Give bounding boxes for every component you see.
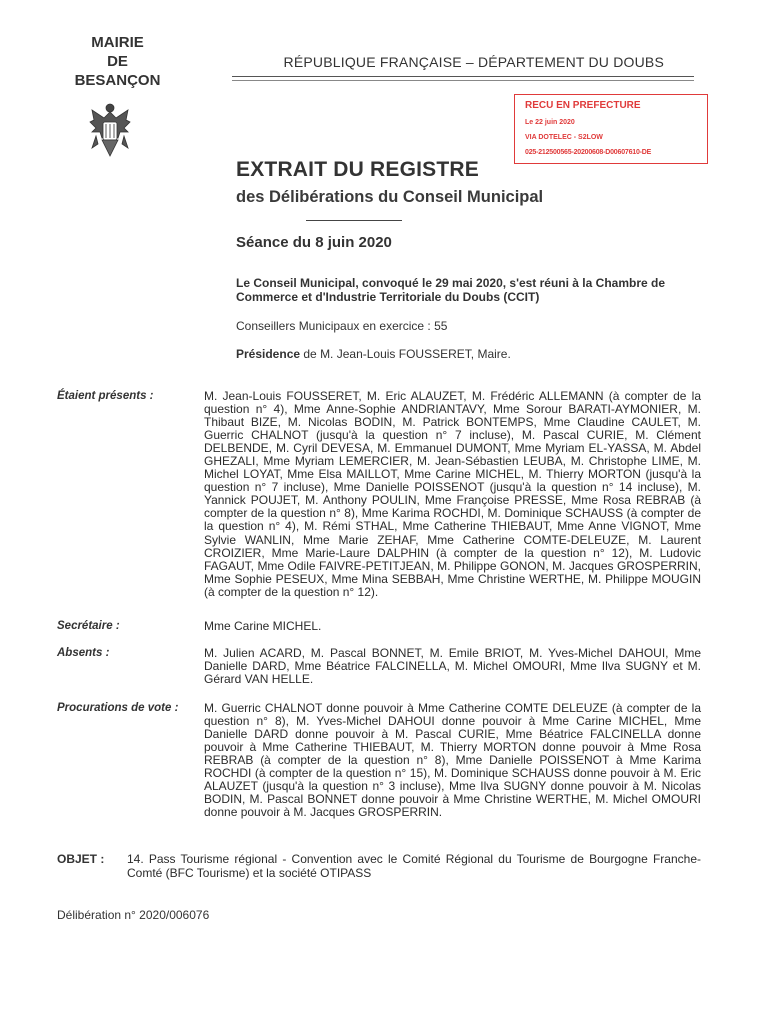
header-divider-thin xyxy=(232,80,694,81)
document-title: EXTRAIT DU REGISTRE xyxy=(236,158,479,181)
presents-text: M. Jean-Louis FOUSSERET, M. Eric ALAUZET, M. Frédéric ALLEMANN (à compter de la question n° 4), Mme Anne-Sophie ANDRIANTAVY, Mme Sorour BARATI-AYMONIER, M. Thibaut BIZE, M. Nicolas BODIN, M. Patrick BONTEMPS, Mme Claudine CAULET, M. Guerric CHALNOT (jusqu'à la question n° 7 incluse), M. Pascal CURIE, M. Clément DELBENDE, M. Cyril DEVESA, M. Emmanuel DUMONT, Mme Myriam EL-YASSA, M. Abdel GHEZALI, Mme Myriam LEMERCIER, M. Jean-Sébastien LEUBA, M. Christophe LIME, M. Michel LOYAT, Mme Elsa MAILLOT, Mme Carine MICHEL, M. Thierry MORTON (jusqu'à la question n° 7 incluse), Mme Danielle POISSENOT (jusqu'à la question n° 14 incluse), M. Yannick POUJET, M. Anthony POULIN, Mme Françoise PRESSE, Mme Rosa REBRAB (à compter de la question n° 8), Mme Karima ROCHDI, M. Dominique SCHAUSS (à compter de la question n° 4), M. Rémi STHAL, Mme Catherine THIEBAUT, Mme Anne VIGNOT, Mme Sylvie WANLIN, Mme Marie ZEHAF, Mme Catherine COMTE-DELEUZE, M. Laurent CROIZIER, Mme Marie-Laure DALPHIN (à compter de la question n° 12), M. Ludovic FAGAUT, Mme Odile FAIVRE-PETITJEAN, M. Philippe GONON, M. Jacques GROSPERRIN, Mme Sophie PESEUX, Mme Mina SEBBAH, Mme Christine WERTHE, M. Philippe MOUGIN (à compter de la question n° 12). xyxy=(204,389,701,599)
stamp-via: VIA DOTELEC - S2LOW xyxy=(525,134,603,141)
mairie-heading xyxy=(60,33,175,90)
coat-of-arms-icon xyxy=(88,100,132,158)
procurations-text: M. Guerric CHALNOT donne pouvoir à Mme Catherine COMTE DELEUZE (à compter de la question n° 8), M. Yves-Michel DAHOUI donne pouvoir à Mme Carine MICHEL, Mme Danielle DARD donne pouvoir à M. Pascal CURIE, Mme Béatrice FALCINELLA donne pouvoir à Mme Catherine THIEBAUT, M. Thierry MORTON donne pouvoir à Mme Rosa REBRAB (à compter de la question n° 8), Mme Danielle POISSENOT à Mme Karima ROCHDI (à compter de la question n° 15), M. Dominique SCHAUSS donne pouvoir à M. Eric ALAUZET (jusqu'à la question n° 3 incluse), Mme Ilva SUGNY donne pouvoir à M. Nicolas BODIN, M. Pascal BONNET donne pouvoir à Mme Christine WERTHE, M. Michel OMOURI donne pouvoir à M. Jacques GROSPERRIN. xyxy=(204,701,701,820)
mairie-line-3: BESANÇON xyxy=(74,72,161,89)
deliberation-number: Délibération n° 2020/006076 xyxy=(57,908,210,922)
presents-label: Étaient présents : xyxy=(57,390,154,402)
header-divider xyxy=(232,76,694,77)
objet-label: OBJET : xyxy=(57,852,105,866)
absents-text: M. Julien ACARD, M. Pascal BONNET, M. Emile BRIOT, M. Yves-Michel DAHOUI, Mme Danielle DARD, Mme Béatrice FALCINELLA, M. Michel OMOURI, Mme Ilva SUGNY et M. Gérard VAN HELLE. xyxy=(204,646,701,687)
absents-label: Absents : xyxy=(57,647,110,659)
stamp-reference: 025-212500565-20200608-D00607610-DE xyxy=(525,149,652,156)
convocation-text: Le Conseil Municipal, convoqué le 29 mai 2020, s'est réuni à la Chambre de Commerce et d'Industrie Territoriale du Doubs (CCIT) xyxy=(236,276,665,304)
stamp-title: RECU EN PREFECTURE xyxy=(525,100,641,111)
document-subtitle: des Délibérations du Conseil Municipal xyxy=(236,188,544,206)
republique-header: RÉPUBLIQUE FRANÇAISE – DÉPARTEMENT DU DOUBS xyxy=(283,54,664,70)
conseillers-count: Conseillers Municipaux en exercice : 55 xyxy=(236,319,448,333)
mairie-line-2: DE xyxy=(107,53,128,70)
objet-text: 14. Pass Tourisme régional - Convention avec le Comité Régional du Tourisme de Bourgogne Franche-Comté (BFC Tourisme) et la société OTIPASS xyxy=(127,852,701,880)
secretaire-label: Secrétaire : xyxy=(57,620,120,632)
stamp-date: Le 22 juin 2020 xyxy=(525,119,575,126)
secretaire-text: Mme Carine MICHEL. xyxy=(204,619,322,633)
procurations-label: Procurations de vote : xyxy=(57,702,179,714)
presidence-text: de M. Jean-Louis FOUSSERET, Maire. xyxy=(300,347,511,361)
title-divider xyxy=(306,220,402,221)
seance-date: Séance du 8 juin 2020 xyxy=(236,234,392,251)
prefecture-stamp xyxy=(514,94,708,164)
presidence-line xyxy=(236,347,511,361)
mairie-line-1: MAIRIE xyxy=(91,34,144,51)
presidence-label: Présidence xyxy=(236,347,301,361)
